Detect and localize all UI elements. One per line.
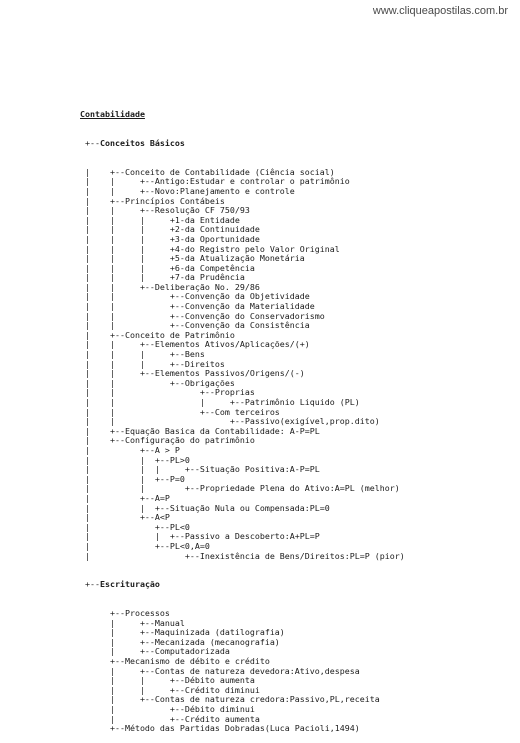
tree-line: | | +--Passivo a Descoberto:A+PL=P: [80, 531, 320, 542]
section-lines: [80, 609, 405, 734]
tree-line: | | | +7-da Prudência: [80, 272, 245, 283]
tree-line: | | +--Passivo(exigível,prop.dito): [80, 416, 380, 427]
tree-line: | +--Computadorizada: [80, 646, 230, 657]
tree-line: | | | +--Bens: [80, 349, 205, 360]
section-heading: [80, 139, 405, 149]
site-url: www.cliqueapostilas.com.br: [372, 5, 508, 17]
tree-line: | | +--Convenção da Objetividade: [80, 291, 310, 302]
tree-line: +--Mecanismo de débito e crédito: [80, 656, 270, 667]
tree-line: | +--Conceito de Patrimônio: [80, 329, 235, 340]
outline-tree: [80, 91, 405, 743]
tree-line: | +--Manual: [80, 617, 185, 628]
tree-line: | +--PL<0,A=0: [80, 540, 210, 551]
tree-line: | | +--Crédito diminui: [80, 684, 260, 695]
tree-line: | | +--Com terceiros: [80, 406, 280, 417]
section-heading: [80, 580, 405, 590]
tree-line: | | +--P=0: [80, 473, 185, 484]
tree-line: | | | +5-da Atualização Monetária: [80, 253, 305, 264]
tree-line: | | +--Obrigações: [80, 377, 235, 388]
tree-line: | | | +--Direitos: [80, 358, 225, 369]
tree-line: +--Método das Partidas Dobradas(Luca Pacioli,1494): [80, 723, 360, 734]
tree-line: | | +--Elementos Passivos/Origens/(-): [80, 368, 305, 379]
tree-line: | +--Princípios Contábeis: [80, 195, 225, 206]
tree-line: +--Processos: [80, 608, 170, 619]
tree-line: | +--Equação Basica da Contabilidade: A-P=PL: [80, 425, 320, 436]
tree-title: Contabilidade: [80, 109, 145, 120]
tree-line: | +--Conceito de Contabilidade (Ciência social): [80, 166, 335, 177]
tree-line: | +--A > P: [80, 444, 180, 455]
tree-line: | +--Mecanizada (mecanografia): [80, 636, 280, 647]
tree-line: | | +--Propriedade Plena do Ativo:A=PL (melhor): [80, 483, 400, 494]
tree-line: | | +--Proprias: [80, 387, 255, 398]
tree-line: | | +--Convenção da Consistência: [80, 320, 310, 331]
tree-line: | | +--Elementos Ativos/Aplicações/(+): [80, 339, 310, 350]
tree-branch: +--: [80, 579, 100, 590]
tree-line: | | +--Convenção do Conservadorismo: [80, 310, 325, 321]
tree-line: | +--Crédito aumenta: [80, 713, 260, 724]
tree-line: | +--Contas de natureza credora:Passivo,PL,receita: [80, 694, 380, 705]
tree-line: | +--Contas de natureza devedora:Ativo,despesa: [80, 665, 360, 676]
tree-line: | | +--PL>0: [80, 454, 190, 465]
section-label: Conceitos Básicos: [99, 137, 185, 148]
tree-line: | | | +3-da Oportunidade: [80, 233, 260, 244]
tree-branch: +--: [80, 137, 100, 148]
tree-line: | | | +1-da Entidade: [80, 214, 240, 225]
tree-line: | +--A<P: [80, 512, 170, 523]
section-lines: [80, 168, 405, 561]
tree-line: | +--Maquinizada (datilografia): [80, 627, 285, 638]
tree-line: | | +--Novo:Planejamento e controle: [80, 185, 295, 196]
tree-line: | | +--Deliberação No. 29/86: [80, 281, 260, 292]
tree-line: | | | +6-da Competência: [80, 262, 255, 273]
tree-line: | | | +--Situação Positiva:A-P=PL: [80, 464, 320, 475]
tree-line: | +--Inexistência de Bens/Direitos:PL=P (pior): [80, 550, 405, 561]
tree-line: | +--Débito diminui: [80, 704, 255, 714]
tree-line: | | +--Situação Nula ou Compensada:PL=0: [80, 502, 330, 513]
tree-line: | | | +4-do Registro pelo Valor Original: [80, 243, 340, 254]
tree-line: | +--PL<0: [80, 521, 190, 532]
tree-line: | | | +--Patrimônio Liquido (PL): [80, 397, 360, 407]
tree-line: | | | +2-da Continuidade: [80, 224, 260, 235]
tree-line: | | +--Resolução CF 750/93: [80, 205, 250, 216]
tree-line: | +--Configuração do patrimônio: [80, 435, 255, 446]
section-label: Escrituração: [99, 579, 160, 590]
tree-line: | +--A=P: [80, 492, 170, 503]
tree-line: | | +--Convenção da Materialidade: [80, 301, 315, 312]
tree-line: | | +--Antigo:Estudar e controlar o patrimônio: [80, 176, 350, 187]
tree-line: | | +--Débito aumenta: [80, 675, 255, 686]
